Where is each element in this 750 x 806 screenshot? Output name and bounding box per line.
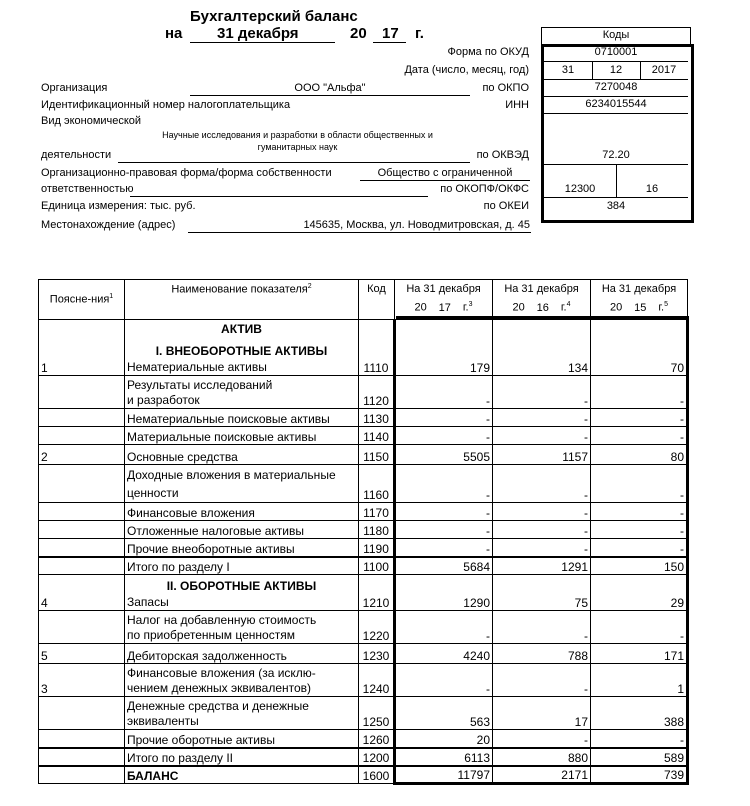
code-month: 12 <box>609 64 623 76</box>
note-cell <box>39 730 125 748</box>
value-cell: - <box>493 465 591 503</box>
code-cell: 1230 <box>359 644 395 664</box>
location-value: 145635, Москва, ул. Новодмитровская, д. 45 <box>303 219 530 231</box>
name-cell: Итого по разделу II <box>125 748 359 766</box>
name-cell: II. ОБОРОТНЫЕ АКТИВЫ Запасы <box>125 575 359 611</box>
code-day: 31 <box>561 64 575 76</box>
org-value: ООО "Альфа" <box>294 82 366 94</box>
value-cell: - <box>591 427 688 445</box>
value-cell: - <box>591 521 688 539</box>
title-date: 31 декабря <box>217 25 299 42</box>
value-cell: 1290 <box>395 575 493 611</box>
note-cell <box>39 748 125 766</box>
code-cell: 1130 <box>359 409 395 427</box>
value-cell: - <box>493 664 591 697</box>
value-cell: - <box>395 611 493 644</box>
label-activity1: Вид экономической <box>41 115 142 127</box>
value-cell: 388 <box>591 697 688 730</box>
activity-underline <box>118 162 470 163</box>
table-row <box>39 445 688 465</box>
value-cell: - <box>395 521 493 539</box>
name-cell: АКТИВ I. ВНЕОБОРОТНЫЕ АКТИВЫ Нематериальные активы <box>125 320 359 376</box>
code-okpo: 7270048 <box>594 81 638 93</box>
code-cell: 1190 <box>359 539 395 557</box>
name-cell: Доходные вложения в материальные ценности <box>125 465 359 503</box>
name-cell: Основные средства <box>125 445 359 465</box>
location-underline <box>188 232 531 233</box>
code-cell: 1110 <box>359 320 395 376</box>
table-row <box>39 409 688 427</box>
code-cell: 1170 <box>359 503 395 521</box>
value-cell: 20 <box>395 730 493 748</box>
value-cell: 563 <box>395 697 493 730</box>
label-legal2: ответственностью <box>41 183 134 195</box>
code-inn: 6234015544 <box>585 98 647 110</box>
name-cell: Отложенные налоговые активы <box>125 521 359 539</box>
label-okved: по ОКВЭД <box>476 149 529 161</box>
value-cell: 134 <box>493 320 591 376</box>
value-cell: - <box>395 664 493 697</box>
name-cell: Налог на добавленную стоимость по приобретенным ценностям <box>125 611 359 644</box>
value-cell: - <box>591 465 688 503</box>
value-cell: 11797 <box>395 766 493 784</box>
table-row <box>39 465 688 503</box>
codes-header-box <box>541 27 691 45</box>
value-cell: - <box>591 409 688 427</box>
name-cell: Нематериальные поисковые активы <box>125 409 359 427</box>
code-cell: 1260 <box>359 730 395 748</box>
value-cell: 6113 <box>395 748 493 766</box>
note-cell <box>39 409 125 427</box>
section1-heading: I. ВНЕОБОРОТНЫЕ АКТИВЫ <box>155 344 328 358</box>
label-inn-left: Идентификационный номер налогоплательщика <box>41 99 291 111</box>
code-okopf: 12300 <box>564 183 596 195</box>
label-okud: Форма по ОКУД <box>447 46 529 58</box>
col-name-header: Наименование показателя$^2$ <box>125 280 359 320</box>
name-cell: Финансовые вложения <box>125 503 359 521</box>
note-cell <box>39 465 125 503</box>
title-on: на <box>165 25 183 42</box>
value-cell: 739 <box>591 766 688 784</box>
value-cell: - <box>493 611 591 644</box>
value-cell: - <box>493 503 591 521</box>
col-d2-header: На 31 декабря 20 16 г.$^4$ <box>493 280 591 320</box>
value-cell: - <box>493 539 591 557</box>
name-cell: Финансовые вложения (за исклю- чением денежных эквивалентов) <box>125 664 359 697</box>
code-cell: 1180 <box>359 521 395 539</box>
title-date-underline <box>190 42 335 43</box>
code-cell: 1210 <box>359 575 395 611</box>
note-cell <box>39 539 125 557</box>
title-year-prefix: 20 <box>350 25 367 42</box>
codes-divider <box>544 113 688 114</box>
table-row <box>39 521 688 539</box>
table-row <box>39 575 688 611</box>
value-cell: - <box>591 730 688 748</box>
value-cell: 75 <box>493 575 591 611</box>
note-cell: 4 <box>39 575 125 611</box>
value-cell: - <box>395 409 493 427</box>
value-cell: - <box>493 409 591 427</box>
code-cell: 1150 <box>359 445 395 465</box>
table-row <box>39 320 688 376</box>
codes-divider <box>544 197 688 198</box>
value-cell: 2171 <box>493 766 591 784</box>
code-cell: 1120 <box>359 376 395 409</box>
note-cell <box>39 766 125 784</box>
value-cell: 1 <box>591 664 688 697</box>
table-row <box>39 748 688 766</box>
label-legal1: Организационно-правовая форма/форма собственности <box>41 167 332 179</box>
code-okfs: 16 <box>645 183 659 195</box>
note-cell <box>39 376 125 409</box>
value-cell: - <box>493 427 591 445</box>
value-cell: - <box>395 376 493 409</box>
col-code-header: Код <box>359 280 395 320</box>
note-cell <box>39 503 125 521</box>
title-year-g: г. <box>415 25 424 42</box>
name-cell: БАЛАНС <box>125 766 359 784</box>
activity-value1: Научные исследования и разработки в области общественных и <box>162 130 433 140</box>
value-cell: - <box>493 730 591 748</box>
value-block-top <box>396 316 689 319</box>
label-okei: по ОКЕИ <box>483 200 529 212</box>
label-date: Дата (число, месяц, год) <box>404 64 529 76</box>
value-cell: - <box>591 503 688 521</box>
value-cell: 1291 <box>493 557 591 575</box>
label-inn: ИНН <box>505 99 529 111</box>
col-note-header: Поясне-ния$^1$ <box>39 280 125 320</box>
value-cell: 17 <box>493 697 591 730</box>
name-cell: Прочие внеоборотные активы <box>125 539 359 557</box>
org-underline <box>190 95 470 96</box>
value-cell: - <box>395 465 493 503</box>
note-cell: 2 <box>39 445 125 465</box>
note-cell <box>39 521 125 539</box>
codes-divider <box>544 79 688 80</box>
table-row <box>39 766 688 784</box>
value-cell: 4240 <box>395 644 493 664</box>
col-d3-header: На 31 декабря 20 15 г.$^5$ <box>591 280 688 320</box>
balance-table <box>38 279 689 785</box>
table-row <box>39 557 688 575</box>
value-cell: 880 <box>493 748 591 766</box>
code-cell: 1240 <box>359 664 395 697</box>
table-row <box>39 503 688 521</box>
value-cell: - <box>395 503 493 521</box>
legal-value1: Общество с ограниченной <box>377 167 513 179</box>
table-row <box>39 376 688 409</box>
table-row <box>39 611 688 644</box>
value-cell: 171 <box>591 644 688 664</box>
name-cell: Дебиторская задолженность <box>125 644 359 664</box>
codes-header: Коды <box>602 29 630 41</box>
label-unit: Единица измерения: тыс. руб. <box>41 200 196 212</box>
code-cell: 1600 <box>359 766 395 784</box>
value-cell: - <box>395 539 493 557</box>
note-cell <box>39 427 125 445</box>
table-row <box>39 730 688 748</box>
value-cell: 589 <box>591 748 688 766</box>
codes-divider <box>544 61 688 62</box>
codes-divider <box>544 96 688 97</box>
table-row <box>39 427 688 445</box>
label-okopf: по ОКОПФ/ОКФС <box>440 183 529 195</box>
label-activity2: деятельности <box>41 149 112 161</box>
value-cell: 80 <box>591 445 688 465</box>
value-cell: - <box>493 521 591 539</box>
activity-value2: гуманитарных наук <box>257 142 338 152</box>
legal-underline1 <box>360 180 530 181</box>
section2-heading: II. ОБОРОТНЫЕ АКТИВЫ <box>166 579 317 593</box>
value-cell: - <box>395 427 493 445</box>
legal-underline2 <box>130 196 428 197</box>
label-org: Организация <box>41 82 108 94</box>
value-cell: 5684 <box>395 557 493 575</box>
note-cell: 1 <box>39 320 125 376</box>
value-cell: 70 <box>591 320 688 376</box>
value-cell: 150 <box>591 557 688 575</box>
code-cell: 1250 <box>359 697 395 730</box>
value-cell: - <box>591 376 688 409</box>
code-cell: 1100 <box>359 557 395 575</box>
document-title: Бухгалтерский баланс <box>190 8 358 25</box>
code-okei: 384 <box>606 200 626 212</box>
code-cell: 1200 <box>359 748 395 766</box>
value-cell: 788 <box>493 644 591 664</box>
name-cell: Итого по разделу I <box>125 557 359 575</box>
name-cell: Прочие оборотные активы <box>125 730 359 748</box>
note-cell <box>39 557 125 575</box>
table-row <box>39 697 688 730</box>
code-cell: 1220 <box>359 611 395 644</box>
title-year-underline <box>373 42 406 43</box>
name-cell: Денежные средства и денежные эквиваленты <box>125 697 359 730</box>
value-cell: 29 <box>591 575 688 611</box>
table-row <box>39 664 688 697</box>
code-year: 2017 <box>651 64 677 76</box>
value-cell: 1157 <box>493 445 591 465</box>
note-cell: 3 <box>39 664 125 697</box>
note-cell <box>39 611 125 644</box>
value-cell: - <box>591 539 688 557</box>
table-row <box>39 539 688 557</box>
value-cell: - <box>493 376 591 409</box>
note-cell <box>39 697 125 730</box>
col-d1-header: На 31 декабря 20 17 г.$^3$ <box>395 280 493 320</box>
value-cell: - <box>591 611 688 644</box>
value-cell: 5505 <box>395 445 493 465</box>
aktiv-heading: АКТИВ <box>221 322 262 336</box>
code-cell: 1160 <box>359 465 395 503</box>
title-year: 17 <box>382 25 399 42</box>
note-cell: 5 <box>39 644 125 664</box>
code-okved: 72.20 <box>602 149 630 161</box>
name-cell: Материальные поисковые активы <box>125 427 359 445</box>
name-cell: Результаты исследований и разработок <box>125 376 359 409</box>
label-okpo: по ОКПО <box>482 82 529 94</box>
table-header-row <box>39 280 688 320</box>
code-okud: 0710001 <box>594 46 638 58</box>
table-row <box>39 644 688 664</box>
value-cell: 179 <box>395 320 493 376</box>
label-location: Местонахождение (адрес) <box>41 219 176 231</box>
code-cell: 1140 <box>359 427 395 445</box>
